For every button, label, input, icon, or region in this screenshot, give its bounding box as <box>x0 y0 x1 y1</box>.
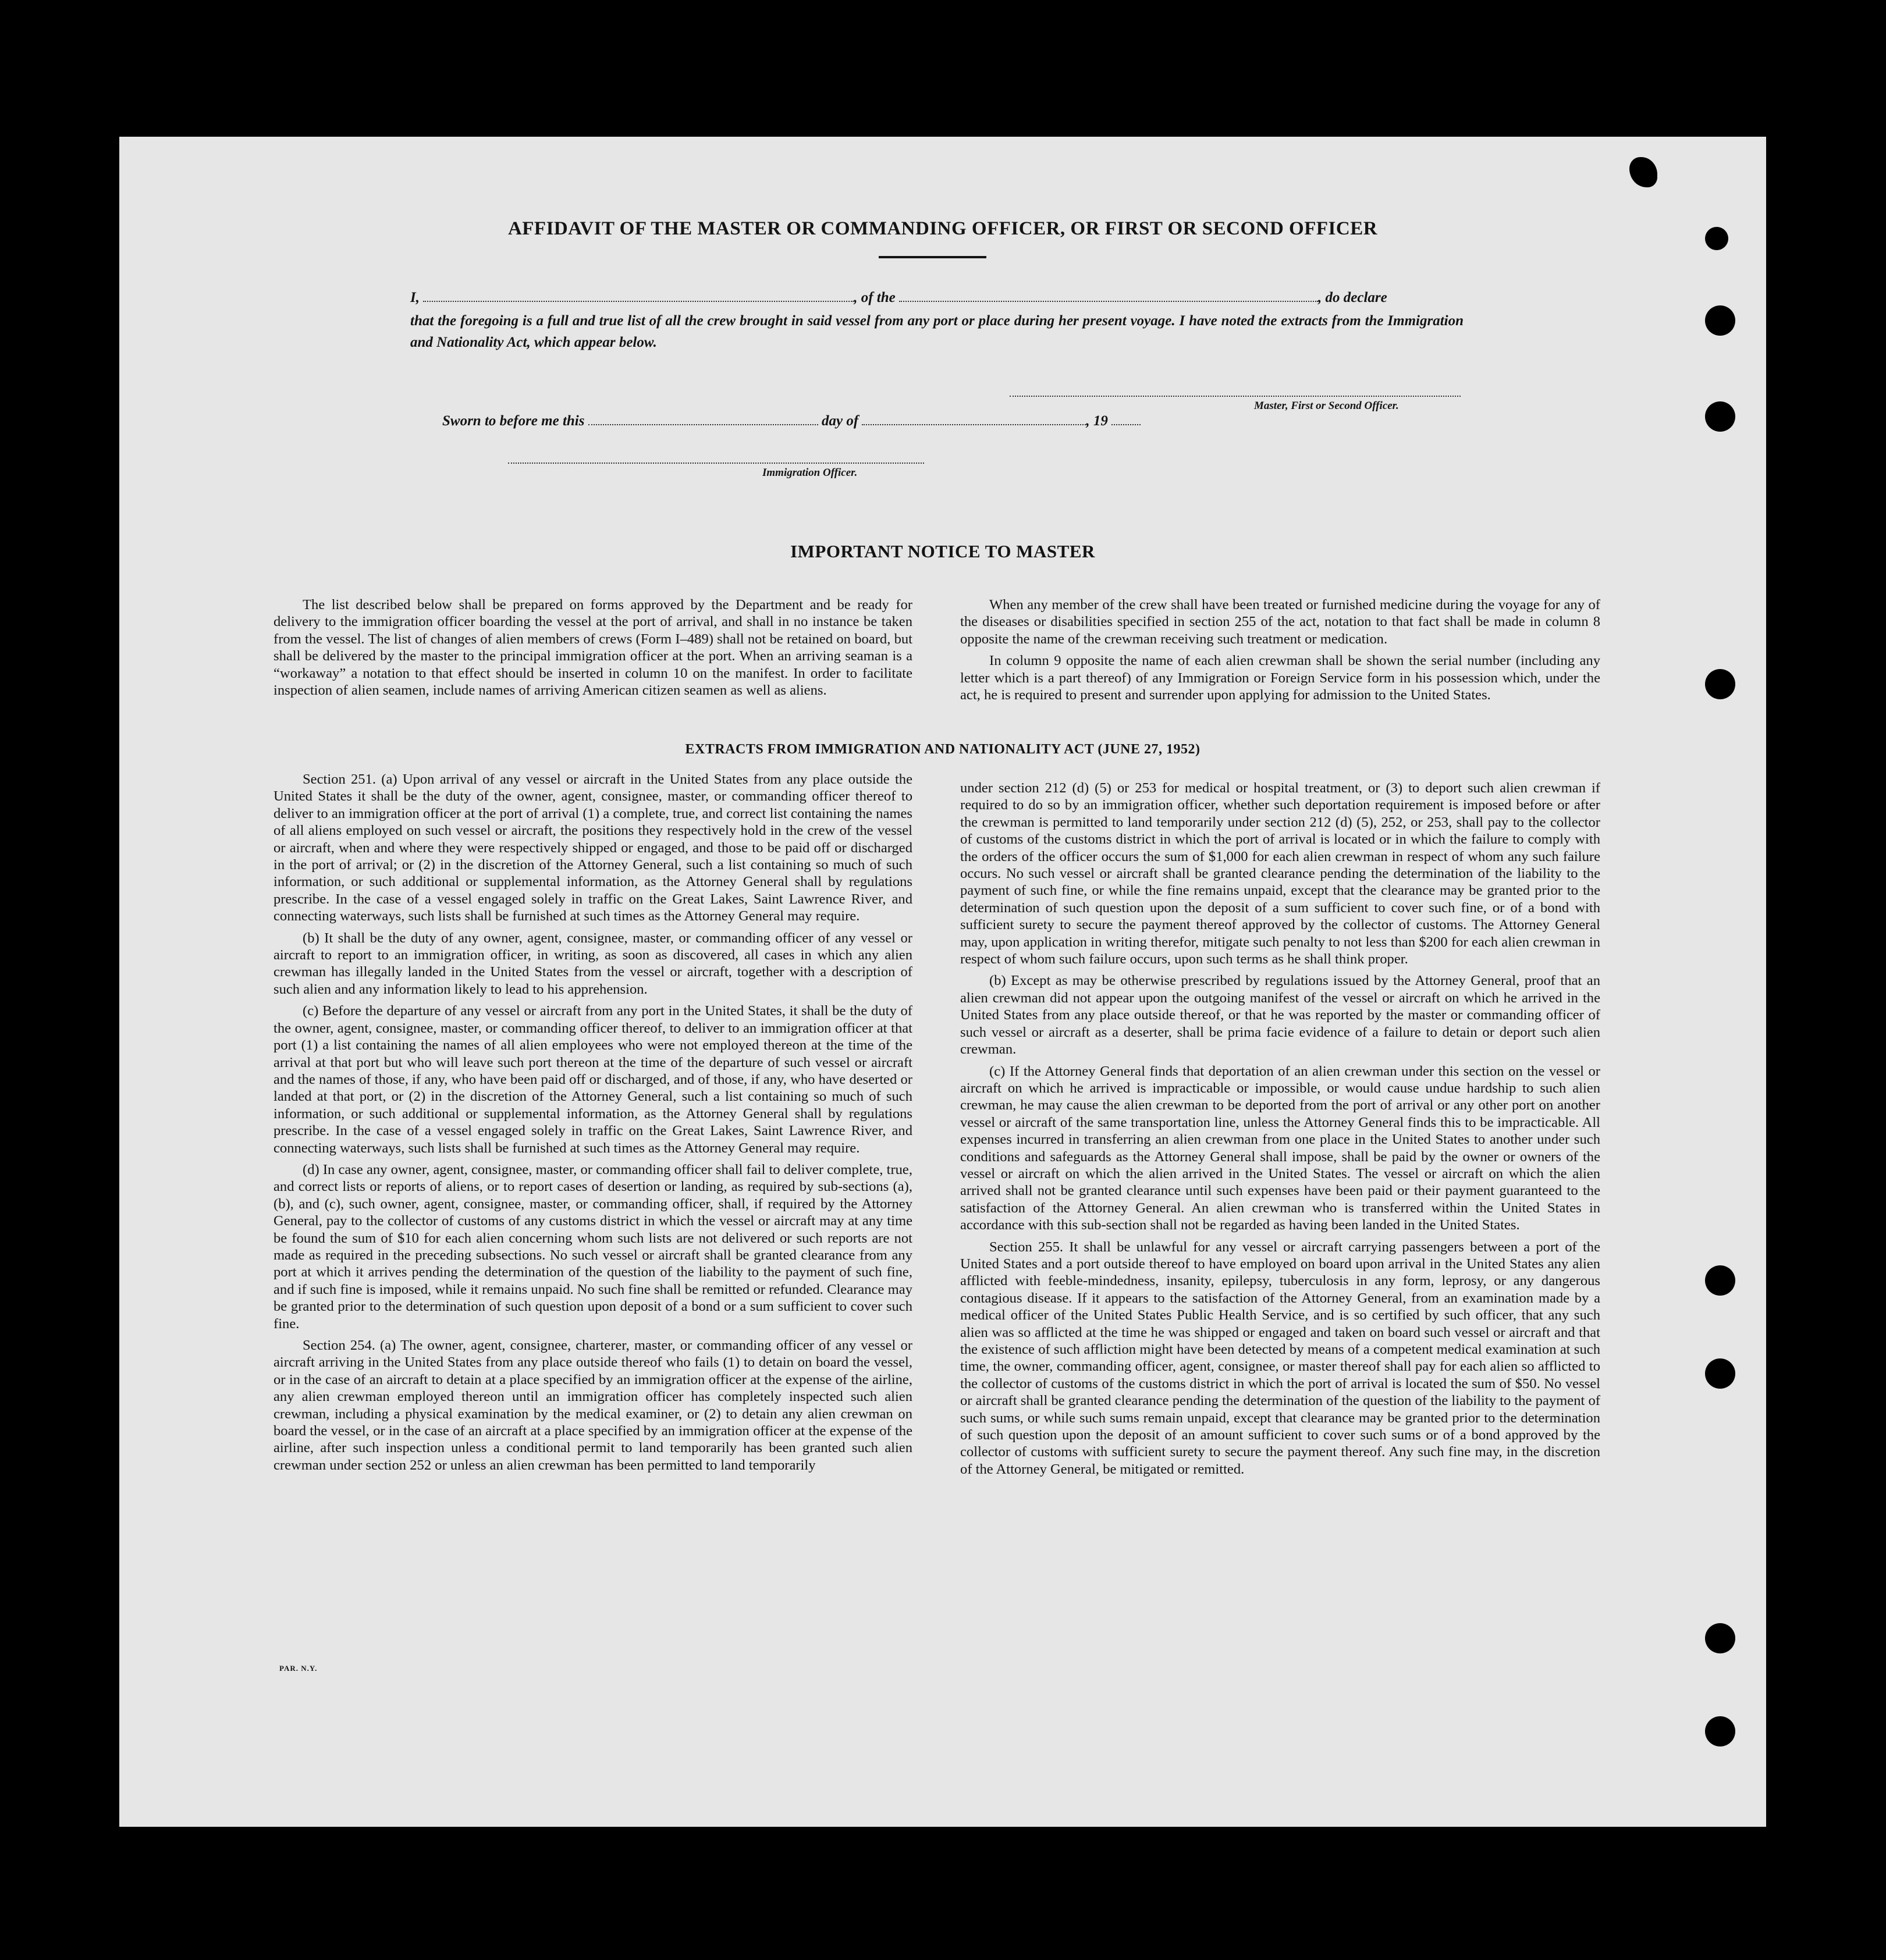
section-251-c: (c) Before the departure of any vessel or aircraft from any port in the United States, it shall be the duty of the owner, agent, consignee, master, or commanding officer thereof, to deliver to an immigration officer at that port (1) a list containing the names of all alien employees who were not employed thereon at the time of the arrival at that port but who will leave such port thereon at the time of the departure of such vessel or aircraft and the names of those, if any, who have been paid off or discharged, and of those, if any, who have deserted or landed at that port, or (2) in the discretion of the Attorney General, such a list containing so much of such information, or such additional or supplemental information, as the Attorney General shall by regulations prescribe. In the case of a vessel engaged solely in traffic on the Great Lakes, Saint Lawrence River, and connecting waterways, such lists shall be furnished at such times as the Attorney General may require. <box>274 1003 912 1156</box>
section-251-b: (b) It shall be the duty of any owner, agent, consignee, master, or commanding officer of any vessel or aircraft to report to an immigration officer, in writing, as soon as discovered, all cases in which any alien crewman has illegally landed in the United States from the vessel or aircraft, together with a description of such alien and any information likely to lead to his apprehension. <box>274 930 912 997</box>
binder-hole <box>1705 1358 1735 1389</box>
section-254-a-continued: under section 212 (d) (5) or 253 for medical or hospital treatment, or (3) to deport such alien crewman if required to do so by an immigration officer, whether such deportation requirement is imposed before or after the crewman is permitted to land temporarily under section 212 (d) (5), 252, or 253, shall pay to the collector of customs of the customs district in which the port of arrival is located or in which the failure to comply with the orders of the officer occurs the sum of $1,000 for each alien crewman in respect of whom any such failure occurs. No such vessel or aircraft shall be granted clearance pending the determination of the liability to the payment of such fine, or while the fine remains unpaid, except that the clearance may be granted prior to the determination of such question upon the deposit of a sum sufficient to cover such fine, or of a bond with sufficient surety to secure the payment thereof approved by the collector of customs. The Attorney General may, upon application in writing therefor, mitigate such penalty to not less than $200 for each alien crewman in respect of whom such failure occurs, upon such terms as he shall think proper. <box>960 780 1600 967</box>
affidavit-title: AFFIDAVIT OF THE MASTER OR COMMANDING OFFICER, OR FIRST OR SECOND OFFICER <box>507 218 1378 239</box>
do-declare-label: , do declare <box>1318 290 1387 305</box>
sworn-year-blank[interactable] <box>1111 418 1141 425</box>
master-signature-line[interactable] <box>1010 396 1461 397</box>
day-of-label: day of <box>821 413 859 429</box>
binder-hole <box>1705 1623 1735 1653</box>
name-blank[interactable] <box>423 295 854 302</box>
notice-title: IMPORTANT NOTICE TO MASTER <box>790 541 1095 561</box>
immigration-officer-caption: Immigration Officer. <box>762 467 858 479</box>
section-251-d: (d) In case any owner, agent, consignee, master, or commanding officer shall fail to deliver complete, true, and correct lists or reports of aliens, or to report cases of desertion or landing, as required by sub-sections (a), (b), and (c), such owner, agent, consignee, master, or commanding officer, shall, if required by the Attorney General, pay to the collector of customs of any customs district in which the vessel or aircraft may at any time be found the sum of $10 for each alien concerning whom such lists are not delivered or such reports are not made as required in the preceding subsections. No such vessel or aircraft shall be granted clearance from any port at which it arrives pending the determination of the question of the liability to the payment of such fine, and if such fine is imposed, while it remains unpaid. No such fine shall be remitted or refunded. Clearance may be granted prior to the determination of such question upon deposit of a bond or a sum sufficient to cover such fine. <box>274 1161 912 1332</box>
notice-left-column <box>274 596 912 703</box>
year-label: , 19 <box>1086 413 1108 429</box>
vessel-blank[interactable] <box>899 295 1318 302</box>
of-the-label: , of the <box>854 290 896 305</box>
declaration-text: that the foregoing is a full and true list of all the crew brought in said vessel from any port or place during her present voyage. I have noted the extracts from the Immigration and Nationality Act, which appear below. <box>410 313 1464 350</box>
binder-hole <box>1705 227 1728 250</box>
declaration-line <box>410 287 1464 308</box>
notice-left-paragraph: The list described below shall be prepared on forms approved by the Department and be ready for delivery to the immigration officer boarding the vessel at the port of arrival, and shall in no instance be taken from the vessel. The list of changes of alien members of crews (Form I–489) shall not be retained on board, but shall be delivered by the master to the principal immigration officer at the port. When an arriving seaman is a “workaway” a notation to that effect should be inserted in column 10 on the manifest. In order to facilitate inspection of alien seamen, include names of arriving American citizen seamen as well as aliens. <box>274 597 912 699</box>
i-label: I, <box>410 290 420 305</box>
binder-hole <box>1705 401 1735 432</box>
extracts-title: EXTRACTS FROM IMMIGRATION AND NATIONALITY ACT (JUNE 27, 1952) <box>685 742 1200 757</box>
notice-right-paragraph-1: When any member of the crew shall have been treated or furnished medicine during the voyage for any of the diseases or disabilities specified in section 255 of the act, notation to that fact shall be made in column 8 opposite the name of the crewman receiving such treatment or medication. <box>960 597 1600 647</box>
binder-hole <box>1705 1716 1735 1746</box>
printer-mark: PAR. N.Y. <box>279 1664 318 1673</box>
master-caption: Master, First or Second Officer. <box>1254 400 1399 412</box>
section-254-b: (b) Except as may be otherwise prescribed by regulations issued by the Attorney General, proof that an alien crewman did not appear upon the outgoing manifest of the vessel or aircraft on which he arrived in the United States from any place outside thereof, or that he was reported by the master or commanding officer of such vessel or aircraft as a deserter, shall be prima facie evidence of a failure to detain or deport such alien crewman. <box>960 973 1600 1058</box>
section-255: Section 255. It shall be unlawful for any vessel or aircraft carrying passengers between a port of the United States and a port outside thereof to have employed on board upon arrival in the United States any alien afflicted with feeble-mindedness, insanity, epilepsy, tuberculosis in any form, leprosy, or any dangerous contagious disease. If it appears to the satisfaction of the Attorney General, from an examination made by a medical officer of the United States Public Health Service, and is so certified by such officer, that any such alien was so afflicted at the time he was shipped or engaged and taken on board such vessel or aircraft and that the existence of such affliction might have been detected by means of a competent medical examination at such time, the owner, commanding officer, agent, consignee, or master thereof shall pay for each alien so afflicted to the collector of customs of the customs district in which the port of arrival is located the sum of $50. No vessel or aircraft shall be granted clearance pending the determination of the question of the liability to the payment of such sums, or while such sums remain unpaid, except that clearance may be granted prior to the determination of such question upon the deposit of an amount sufficient to cover such sums or of a bond approved by the collector of customs with sufficient surety to secure the payment thereof. Any such fine may, in the discretion of the Attorney General, be mitigated or remitted. <box>960 1239 1600 1477</box>
extracts-left-column <box>274 771 912 1478</box>
notice-right-paragraph-2: In column 9 opposite the name of each alien crewman shall be shown the serial number (including any letter which is a part thereof) of any Immigration or Foreign Service form in his possession which, under the act, he is required to present and surrender upon applying for admission to the United States. <box>960 653 1600 703</box>
binder-hole <box>1705 669 1735 699</box>
section-251-a: Section 251. (a) Upon arrival of any vessel or aircraft in the United States from any place outside the United States it shall be the duty of the owner, agent, consignee, master, or commanding officer thereof to deliver to an immigration officer at the port of arrival (1) a complete, true, and correct list containing the names of all aliens employed on such vessel or aircraft, the positions they respectively hold in the crew of the vessel or aircraft, when and where they were respectively shipped or engaged, and those to be paid off or discharged in the port of arrival; or (2) in the discretion of the Attorney General, such a list containing so much of such information, or such additional or supplemental information, as the Attorney General shall by regulations prescribe. In the case of a vessel engaged solely in traffic on the Great Lakes, Saint Lawrence River, and connecting waterways, such lists shall be furnished at such times as the Attorney General may require. <box>274 771 912 924</box>
binder-hole <box>1705 305 1735 336</box>
notice-right-column <box>960 596 1600 708</box>
section-254-c: (c) If the Attorney General finds that deportation of an alien crewman under this section on the vessel or aircraft on which he arrived is impracticable or impossible, or would cause undue hardship to such alien crewman, he may cause the alien crewman to be deported from the port of arrival or any other port on another vessel or aircraft of the same transportation line, unless the Attorney General finds this to be impracticable. All expenses incurred in transferring an alien crewman from one place in the United States to another under such conditions and safeguards as the Attorney General shall impose, shall be paid by the owner or owners of the vessel or aircraft on which the alien arrived in the United States. The vessel or aircraft on which the alien arrived shall not be granted clearance until such expenses have been paid or their payment guaranteed to the satisfaction of the Attorney General. An alien crewman who is transferred within the United States in accordance with this sub-section shall not be regarded as having been landed in the United States. <box>960 1063 1600 1233</box>
section-254-a: Section 254. (a) The owner, agent, consignee, charterer, master, or commanding officer of any vessel or aircraft arriving in the United States from any place outside thereof who fails (1) to detain on board the vessel, or in the case of an aircraft to detain at a place specified by an immigration officer at the expense of the airline, any alien crewman employed thereon until an immigration officer has completely inspected such alien crewman, including a physical examination by the medical examiner, or (2) to detain any alien crewman on board the vessel, or in the case of an aircraft at a place specified by an immigration officer at the expense of the airline, after such inspection unless a conditional permit to land temporarily has been granted such alien crewman under section 252 or unless an alien crewman has been permitted to land temporarily <box>274 1338 912 1473</box>
sworn-month-blank[interactable] <box>862 418 1086 425</box>
title-rule <box>879 256 986 258</box>
document-page <box>119 137 1766 1827</box>
extracts-right-column <box>960 780 1600 1482</box>
officer-signature-line[interactable] <box>508 463 924 464</box>
sworn-label: Sworn to before me this <box>442 413 585 429</box>
sworn-line <box>442 413 1432 429</box>
binder-hole <box>1705 1265 1735 1296</box>
sworn-day-blank[interactable] <box>588 418 818 425</box>
